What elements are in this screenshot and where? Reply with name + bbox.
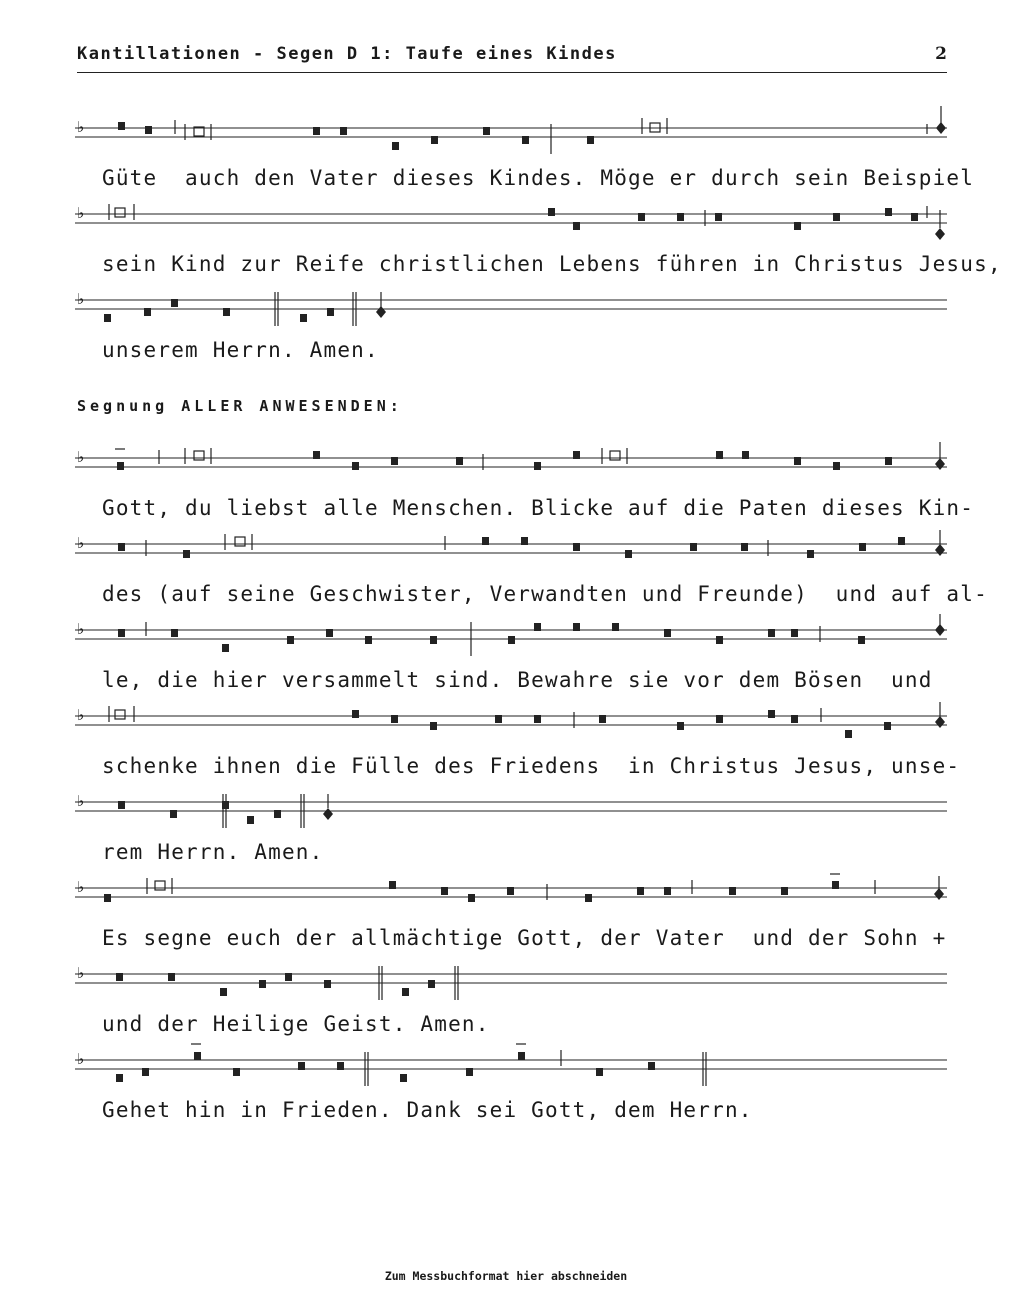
lyric-line-9: Es segne euch der allmächtige Gott, der Vater und der Sohn + xyxy=(102,926,947,950)
flat-sign-icon: ♭ xyxy=(77,706,85,724)
chant-staff-7 xyxy=(75,698,947,738)
chant-staff-2 xyxy=(75,196,947,236)
flat-sign-icon: ♭ xyxy=(77,448,85,466)
flat-sign-icon: ♭ xyxy=(77,620,85,638)
lyric-line-10: und der Heilige Geist. Amen. xyxy=(102,1012,490,1036)
chant-staff-9 xyxy=(75,870,947,910)
flat-sign-icon: ♭ xyxy=(77,534,85,552)
lyric-line-4: Gott, du liebst alle Menschen. Blicke auf die Paten dieses Kin- xyxy=(102,496,975,520)
chant-staff-4 xyxy=(75,440,947,480)
page-header xyxy=(77,44,947,73)
lyric-line-8: rem Herrn. Amen. xyxy=(102,840,324,864)
flat-sign-icon: ♭ xyxy=(77,1050,85,1068)
lyric-line-2: sein Kind zur Reife christlichen Lebens führen in Christus Jesus, xyxy=(102,252,1002,276)
chant-staff-10 xyxy=(75,956,947,996)
flat-sign-icon: ♭ xyxy=(77,878,85,896)
chant-staff-3 xyxy=(75,282,947,322)
flat-sign-icon: ♭ xyxy=(77,964,85,982)
lyric-line-7: schenke ihnen die Fülle des Friedens in Christus Jesus, unse- xyxy=(102,754,961,778)
page-title: Kantillationen - Segen D 1: Taufe eines Kindes xyxy=(77,44,617,64)
lyric-line-6: le, die hier versammelt sind. Bewahre sie vor dem Bösen und xyxy=(102,668,933,692)
flat-sign-icon: ♭ xyxy=(77,204,85,222)
lyric-line-11: Gehet hin in Frieden. Dank sei Gott, dem Herrn. xyxy=(102,1098,753,1122)
chant-staff-6 xyxy=(75,612,947,652)
chant-staff-11 xyxy=(75,1042,947,1082)
lyric-line-3: unserem Herrn. Amen. xyxy=(102,338,379,362)
lyric-line-5: des (auf seine Geschwister, Verwandten und Freunde) und auf al- xyxy=(102,582,988,606)
footer-note: Zum Messbuchformat hier abschneiden xyxy=(384,1269,628,1283)
chant-staff-8 xyxy=(75,784,947,824)
flat-sign-icon: ♭ xyxy=(77,792,85,810)
chant-staff-1 xyxy=(75,110,947,150)
lyric-line-1: Güte auch den Vater dieses Kindes. Möge er durch sein Beispiel xyxy=(102,166,975,190)
flat-sign-icon: ♭ xyxy=(77,118,85,136)
flat-sign-icon: ♭ xyxy=(77,290,85,308)
page-number: 2 xyxy=(935,44,947,64)
chant-staff-5 xyxy=(75,526,947,566)
section-heading: Segnung ALLER ANWESENDEN: xyxy=(77,397,403,415)
